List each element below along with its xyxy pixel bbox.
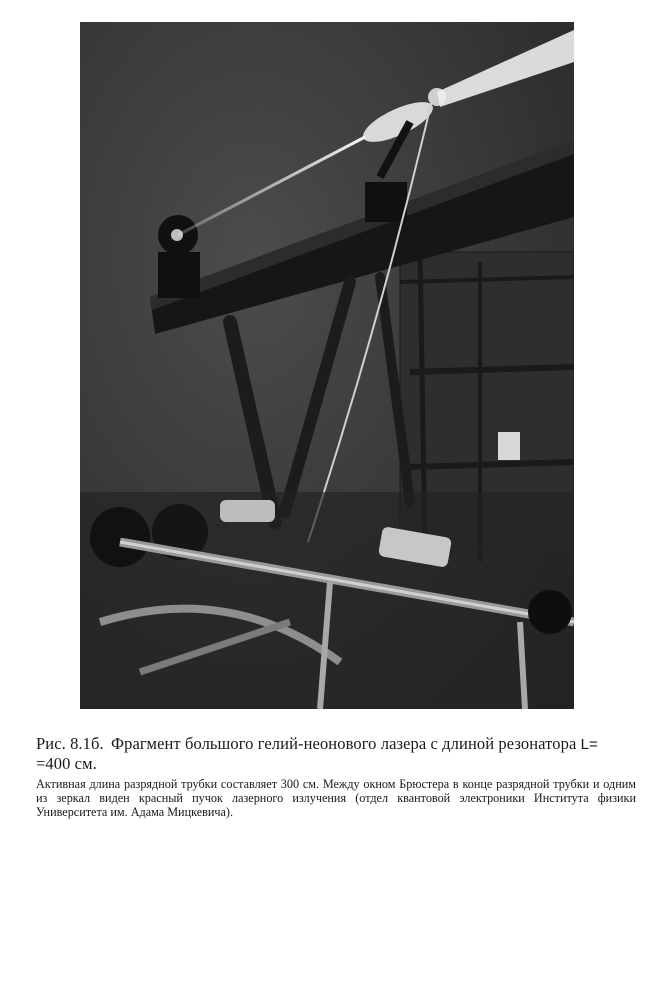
laser-photograph — [80, 22, 574, 709]
figure-caption — [36, 734, 636, 820]
resonator-length-value: =400 см. — [36, 754, 97, 773]
figure-number: Рис. 8.1б. — [36, 734, 104, 753]
laser-photo-illustration — [80, 22, 574, 709]
discharge-tube-assembly — [80, 492, 574, 709]
caption-description: Активная длина разрядной трубки составляет 300 см. Между окном Брюстера в конце разрядной трубки и одним из зеркал виден красный пучок лазерного излучения (отдел квантовой электроники Института физики Университета им. Адама Мицкевича). — [36, 777, 636, 820]
caption-title-text: Фрагмент большого гелий-неонового лазера с длиной резонатора — [110, 734, 577, 753]
resonator-length-symbol: L= — [580, 736, 598, 753]
caption-title — [36, 734, 636, 773]
